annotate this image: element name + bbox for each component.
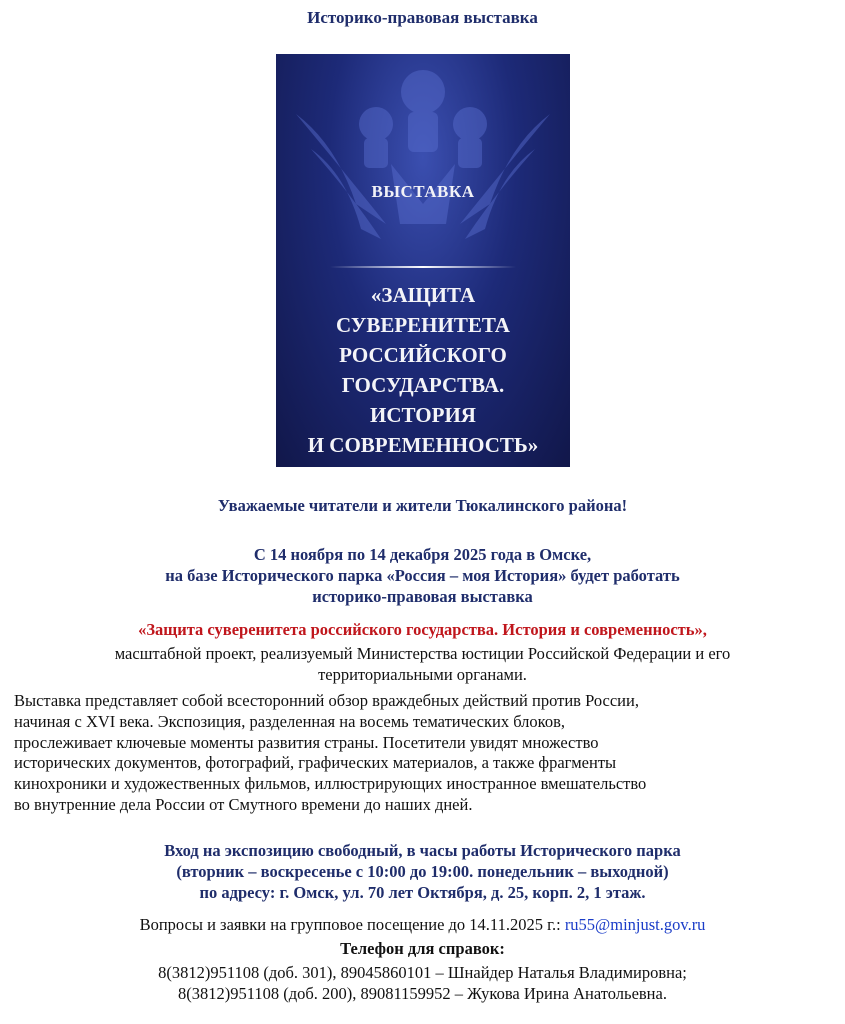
description-block bbox=[14, 691, 835, 816]
project-line: масштабной проект, реализуемый Министерства юстиции Российской Федерации и его bbox=[114, 644, 731, 663]
description-line: Выставка представляет собой всесторонний обзор враждебных действий против России, bbox=[14, 691, 639, 710]
requests-line bbox=[12, 915, 833, 936]
poster-title bbox=[276, 280, 570, 460]
description-line: кинохроники и художественных фильмов, иллюстрирующих иностранное вмешательство bbox=[14, 774, 647, 794]
description-line: начиная с XVI века. Экспозиция, разделенная на восемь тематических блоков, bbox=[14, 711, 566, 731]
entry-line: по адресу: г. Омск, ул. 70 лет Октября, д. 25, корп. 2, 1 этаж. bbox=[199, 882, 646, 902]
entry-line: Вход на экспозицию свободный, в часы работы Исторического парка bbox=[164, 841, 681, 860]
description-line: во внутренние дела России от Смутного времени до наших дней. bbox=[14, 794, 473, 814]
poster-divider bbox=[330, 266, 516, 268]
intro-line: С 14 ноября по 14 декабря 2025 года в Омске, bbox=[253, 545, 592, 564]
poster-title-line: ИСТОРИЯ bbox=[370, 403, 476, 427]
description-line: прослеживает ключевые моменты развития страны. Посетители увидят множество bbox=[14, 732, 599, 752]
phone-title: Телефон для справок: bbox=[340, 939, 505, 958]
email-link[interactable]: ru55@minjust.gov.ru bbox=[564, 915, 706, 934]
eagle-emblem-icon bbox=[276, 54, 570, 284]
poster-title-line: РОССИЙСКОГО bbox=[339, 343, 507, 367]
poster-label: ВЫСТАВКА bbox=[371, 182, 475, 201]
poster-title-line: «ЗАЩИТА bbox=[370, 283, 476, 307]
contacts-block bbox=[12, 963, 833, 1005]
page-title: Историко-правовая выставка bbox=[307, 8, 538, 27]
poster-title-line: ГОСУДАРСТВА. bbox=[341, 373, 505, 397]
poster-title-line: И СОВРЕМЕННОСТЬ» bbox=[307, 433, 539, 457]
description-line: исторических документов, фотографий, графических материалов, а также фрагменты bbox=[14, 753, 617, 773]
intro-line: историко-правовая выставка bbox=[312, 586, 533, 606]
exhibition-poster bbox=[276, 54, 570, 467]
intro-line: на базе Исторического парка «Россия – моя История» будет работать bbox=[165, 565, 680, 585]
poster-title-line: СУВЕРЕНИТЕТА bbox=[336, 313, 510, 337]
entry-block bbox=[12, 841, 833, 903]
greeting: Уважаемые читатели и жители Тюкалинского района! bbox=[217, 496, 628, 515]
intro-block bbox=[12, 545, 833, 607]
requests-text: Вопросы и заявки на групповое посещение до 14.11.2025 г.: bbox=[139, 915, 565, 934]
project-block bbox=[12, 644, 833, 686]
entry-line: (вторник – воскресенье с 10:00 до 19:00. понедельник – выходной) bbox=[176, 861, 669, 881]
exhibition-name: «Защита суверенитета российского государства. История и современность», bbox=[138, 620, 707, 639]
project-line: территориальными органами. bbox=[318, 664, 527, 684]
contact-line: 8(3812)951108 (доб. 301), 89045860101 – Шнайдер Наталья Владимировна; bbox=[158, 963, 687, 982]
contact-line: 8(3812)951108 (доб. 200), 89081159952 – Жукова Ирина Анатольевна. bbox=[178, 983, 667, 1003]
